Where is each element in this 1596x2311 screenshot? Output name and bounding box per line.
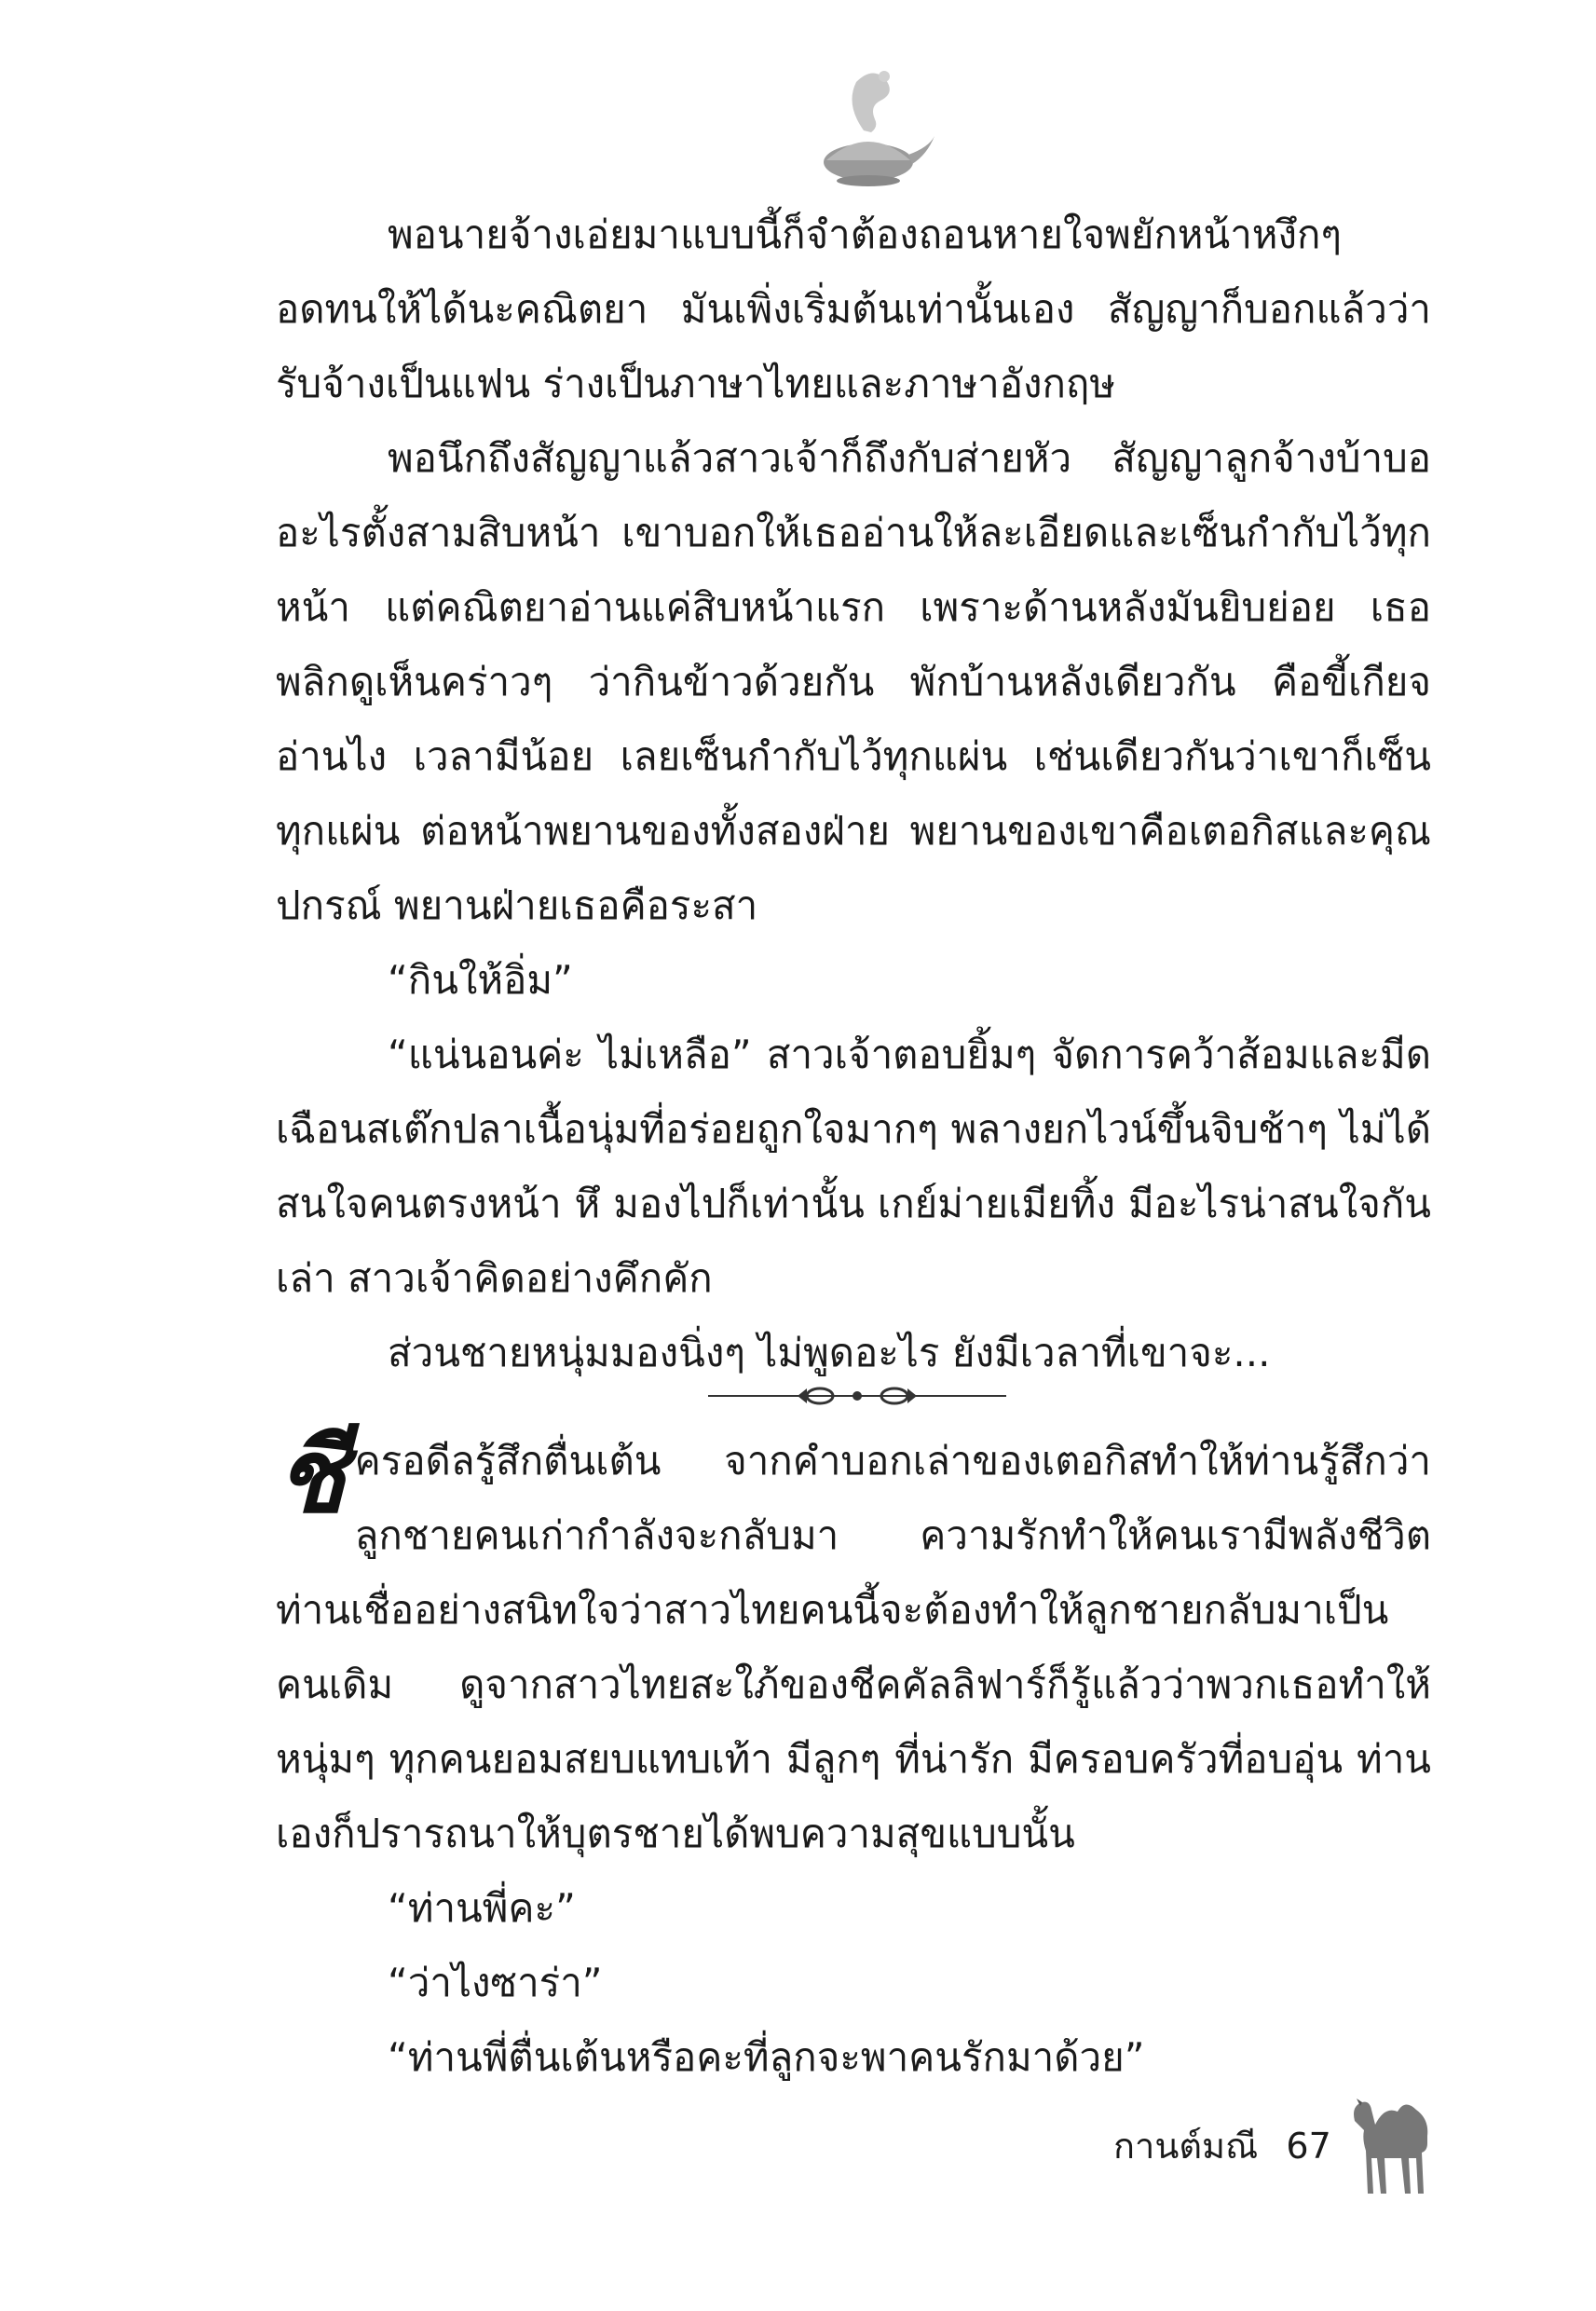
dialog-line: “ท่านพี่คะ”	[388, 1885, 576, 1931]
book-title: กานต์มณี	[1113, 2126, 1259, 2167]
dialog-line: ส่วนชายหนุ่มมองนิ่งๆ ไม่พูดอะไร ยังมีเวลาที่เขาจะ...	[388, 1330, 1271, 1375]
paragraph: “แน่นอนค่ะ ไม่เหลือ” สาวเจ้าตอบยิ้มๆ จัดการคว้าส้อมและมีดเฉือนสเต๊กปลาเนื้อนุ่มที่อร่อยถูกใจมากๆ พลางยกไวน์ขึ้นจิบช้าๆ ไม่ได้สนใจคนตรงหน้า หึ มองไปก็เท่านั้น เกย์ม่ายเมียทิ้ง มีอะไรน่าสนใจกันเล่า สาวเจ้าคิดอย่างคึกคัก	[276, 1032, 1431, 1301]
section-2	[276, 1415, 1431, 2095]
genie-lamp-icon	[798, 58, 938, 198]
paragraph: พอนายจ้างเอ่ยมาแบบนี้ก็จำต้องถอนหายใจพยักหน้าหงึกๆ อดทนให้ได้นะคณิตยา มันเพิ่งเริ่มต้นเท่านั้นเอง สัญญาก็บอกแล้วว่ารับจ้างเป็นแฟน ร่างเป็นภาษาไทยและภาษาอังกฤษ	[276, 212, 1431, 406]
drop-cap: ชี	[276, 1415, 346, 1536]
page-footer	[1113, 2117, 1331, 2174]
dialog-line: “กินให้อิ่ม”	[388, 957, 573, 1003]
dialog-line: “ว่าไงซาร่า”	[388, 1960, 603, 2005]
page-number: 67	[1286, 2126, 1331, 2167]
dialog-line: “ท่านพี่ตื่นเต้นหรือคะที่ลูกจะพาคนรักมาด้วย”	[388, 2034, 1145, 2080]
camel-icon	[1342, 2078, 1444, 2199]
ornament-divider	[708, 1377, 1006, 1415]
paragraph: พอนึกถึงสัญญาแล้วสาวเจ้าก็ถึงกับส่ายหัว สัญญาลูกจ้างบ้าบออะไรตั้งสามสิบหน้า เขาบอกให้เธออ่านให้ละเอียดและเซ็นกำกับไว้ทุกหน้า แต่คณิตยาอ่านแค่สิบหน้าแรก เพราะด้านหลังมันยิบย่อย เธอพลิกดูเห็นคร่าวๆ ว่ากินข้าวด้วยกัน พักบ้านหลังเดียวกัน คือขี้เกียจอ่านไง เวลามีน้อย เลยเซ็นกำกับไว้ทุกแผ่น เช่นเดียวกันว่าเขาก็เซ็นทุกแผ่น ต่อหน้าพยานของทั้งสองฝ่าย พยานของเขาคือเตอกิสและคุณปกรณ์ พยานฝ่ายเธอคือระสา	[276, 435, 1431, 928]
section-1	[276, 198, 1431, 1390]
paragraph: ครอดีลรู้สึกตื่นเต้น จากคำบอกเล่าของเตอกิสทำให้ท่านรู้สึกว่าลูกชายคนเก่ากำลังจะกลับมา ความรักทำให้คนเรามีพลังชีวิต ท่านเชื่ออย่างสนิทใจว่าสาวไทยคนนี้จะต้องทำให้ลูกชายกลับมาเป็นคนเดิม ดูจากสาวไทยสะใภ้ของชีคคัลลิฟาร์ก็รู้แล้วว่าพวกเธอทำให้หนุ่มๆ ทุกคนยอมสยบแทบเท้า มีลูกๆ ที่น่ารัก มีครอบครัวที่อบอุ่น ท่านเองก็ปรารถนาให้บุตรชายได้พบความสุขแบบนั้น	[276, 1438, 1431, 1856]
